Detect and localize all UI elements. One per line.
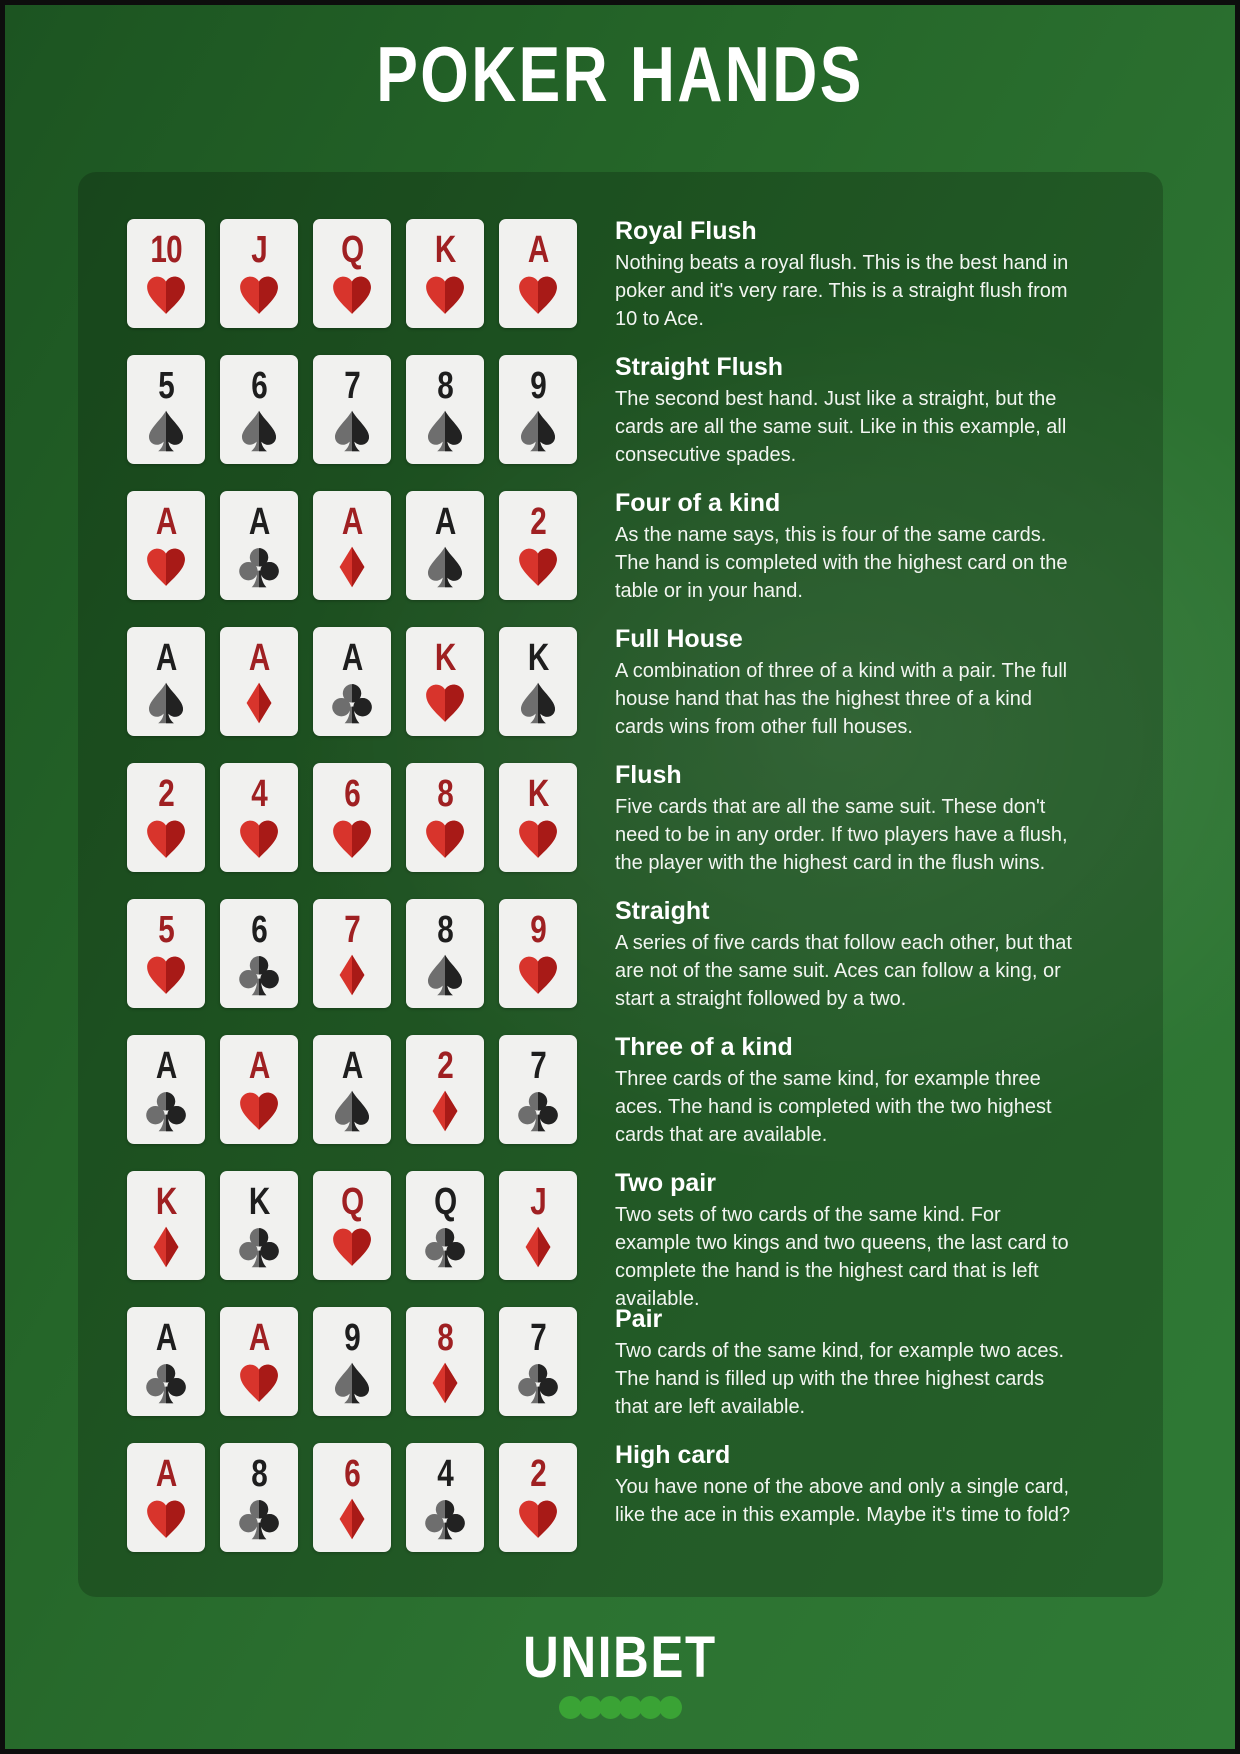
spade-icon bbox=[143, 408, 189, 454]
card-rank: 7 bbox=[344, 909, 360, 951]
hand-row bbox=[127, 1307, 1163, 1416]
spade-icon bbox=[422, 544, 468, 590]
playing-card bbox=[127, 763, 205, 872]
playing-card bbox=[127, 219, 205, 328]
brand-dot bbox=[659, 1696, 682, 1719]
card-hand bbox=[127, 355, 577, 464]
card-rank: K bbox=[248, 1181, 270, 1223]
hand-row bbox=[127, 355, 1163, 464]
card-rank: 8 bbox=[437, 773, 453, 815]
playing-card bbox=[313, 355, 391, 464]
spade-icon bbox=[329, 1360, 375, 1406]
playing-card bbox=[313, 763, 391, 872]
heart-icon bbox=[329, 816, 375, 862]
hand-name: Four of a kind bbox=[615, 489, 781, 517]
club-icon bbox=[422, 1224, 468, 1270]
heart-icon bbox=[422, 816, 468, 862]
playing-card bbox=[127, 491, 205, 600]
card-rank: 5 bbox=[158, 365, 174, 407]
heart-icon bbox=[422, 272, 468, 318]
playing-card bbox=[406, 763, 484, 872]
card-rank: A bbox=[248, 1317, 270, 1359]
hand-name: Full House bbox=[615, 625, 743, 653]
heart-icon bbox=[515, 816, 561, 862]
card-rank: Q bbox=[433, 1181, 457, 1223]
card-hand bbox=[127, 491, 577, 600]
hand-description: Nothing beats a royal flush. This is the best hand in poker and it's very rare. This is a straight flush from 10 to Ace. bbox=[615, 252, 1069, 330]
card-hand bbox=[127, 1307, 577, 1416]
brand-logo-text: UNIBET bbox=[523, 1625, 717, 1690]
card-hand bbox=[127, 1171, 577, 1280]
playing-card bbox=[313, 1035, 391, 1144]
playing-card bbox=[220, 355, 298, 464]
playing-card bbox=[127, 1035, 205, 1144]
playing-card bbox=[499, 1307, 577, 1416]
club-icon bbox=[143, 1088, 189, 1134]
card-rank: 8 bbox=[437, 1317, 453, 1359]
card-rank: 8 bbox=[437, 909, 453, 951]
card-rank: K bbox=[434, 637, 456, 679]
hand-row bbox=[127, 763, 1163, 872]
playing-card bbox=[406, 355, 484, 464]
hand-description: A series of five cards that follow each other, but that are not of the same suit. Aces can follow a king, or start a straight followed by a two. bbox=[615, 932, 1072, 1010]
card-hand bbox=[127, 763, 577, 872]
playing-card bbox=[499, 219, 577, 328]
playing-card bbox=[220, 1035, 298, 1144]
playing-card bbox=[127, 899, 205, 1008]
hand-name: Straight bbox=[615, 897, 710, 925]
card-rank: J bbox=[530, 1181, 546, 1223]
playing-card bbox=[220, 1171, 298, 1280]
spade-icon bbox=[515, 408, 561, 454]
diamond-icon bbox=[515, 1224, 561, 1270]
hand-description: Two sets of two cards of the same kind. For example two kings and two queens, the last card to complete the hand is the highest card that is left available. bbox=[615, 1204, 1069, 1310]
hand-row bbox=[127, 1443, 1163, 1552]
hand-name: Flush bbox=[615, 761, 682, 789]
playing-card bbox=[499, 355, 577, 464]
card-rank: K bbox=[155, 1181, 177, 1223]
card-rank: 8 bbox=[437, 365, 453, 407]
playing-card bbox=[406, 1171, 484, 1280]
hand-row bbox=[127, 627, 1163, 736]
playing-card bbox=[220, 1307, 298, 1416]
hand-text bbox=[615, 763, 1077, 877]
diamond-icon bbox=[329, 1496, 375, 1542]
playing-card bbox=[499, 763, 577, 872]
playing-card bbox=[499, 627, 577, 736]
playing-card bbox=[220, 763, 298, 872]
diamond-icon bbox=[329, 544, 375, 590]
diamond-icon bbox=[236, 680, 282, 726]
hand-name: Royal Flush bbox=[615, 217, 757, 245]
club-icon bbox=[236, 1224, 282, 1270]
heart-icon bbox=[515, 272, 561, 318]
hand-text bbox=[615, 219, 1077, 333]
card-hand bbox=[127, 1035, 577, 1144]
card-rank: 6 bbox=[251, 365, 267, 407]
hand-text bbox=[615, 1171, 1077, 1313]
playing-card bbox=[406, 1443, 484, 1552]
card-hand bbox=[127, 1443, 577, 1552]
playing-card bbox=[220, 1443, 298, 1552]
card-rank: 4 bbox=[437, 1453, 453, 1495]
playing-card bbox=[406, 627, 484, 736]
brand-footer bbox=[5, 1625, 1235, 1719]
card-rank: K bbox=[527, 637, 549, 679]
playing-card bbox=[406, 219, 484, 328]
playing-card bbox=[406, 899, 484, 1008]
hands-panel bbox=[78, 172, 1163, 1597]
card-rank: K bbox=[434, 229, 456, 271]
heart-icon bbox=[236, 1360, 282, 1406]
card-rank: 7 bbox=[530, 1317, 546, 1359]
club-icon bbox=[422, 1496, 468, 1542]
card-rank: A bbox=[248, 1045, 270, 1087]
heart-icon bbox=[515, 544, 561, 590]
spade-icon bbox=[422, 408, 468, 454]
diamond-icon bbox=[143, 1224, 189, 1270]
card-rank: A bbox=[248, 637, 270, 679]
hand-description: As the name says, this is four of the same cards. The hand is completed with the highest card on the table or in your hand. bbox=[615, 524, 1068, 602]
spade-icon bbox=[515, 680, 561, 726]
playing-card bbox=[499, 1035, 577, 1144]
card-rank: 9 bbox=[530, 365, 546, 407]
hand-name: High card bbox=[615, 1441, 731, 1469]
hand-description: You have none of the above and only a single card, like the ace in this example. Maybe it's time to fold? bbox=[615, 1476, 1071, 1526]
hand-row bbox=[127, 1035, 1163, 1144]
brand-dots bbox=[5, 1696, 1235, 1719]
heart-icon bbox=[236, 272, 282, 318]
playing-card bbox=[220, 627, 298, 736]
spade-icon bbox=[422, 952, 468, 998]
heart-icon bbox=[236, 816, 282, 862]
hand-text bbox=[615, 1035, 1077, 1149]
card-rank: A bbox=[155, 501, 177, 543]
playing-card bbox=[499, 491, 577, 600]
playing-card bbox=[406, 491, 484, 600]
card-rank: A bbox=[527, 229, 549, 271]
hand-description: A combination of three of a kind with a pair. The full house hand that has the highest three of a kind cards wins from other full houses. bbox=[615, 660, 1068, 738]
club-icon bbox=[236, 952, 282, 998]
hand-text bbox=[615, 491, 1077, 605]
diamond-icon bbox=[329, 952, 375, 998]
playing-card bbox=[220, 899, 298, 1008]
hand-text bbox=[615, 1443, 1077, 1529]
hand-row bbox=[127, 899, 1163, 1008]
card-rank: K bbox=[527, 773, 549, 815]
hand-description: The second best hand. Just like a straight, but the cards are all the same suit. Like in this example, all consecutive spades. bbox=[615, 388, 1067, 466]
heart-icon bbox=[143, 544, 189, 590]
card-hand bbox=[127, 899, 577, 1008]
heart-icon bbox=[329, 1224, 375, 1270]
card-hand bbox=[127, 627, 577, 736]
club-icon bbox=[236, 1496, 282, 1542]
heart-icon bbox=[329, 272, 375, 318]
card-rank: 5 bbox=[158, 909, 174, 951]
card-rank: 7 bbox=[530, 1045, 546, 1087]
card-rank: Q bbox=[340, 229, 364, 271]
club-icon bbox=[515, 1360, 561, 1406]
card-rank: A bbox=[155, 1317, 177, 1359]
hand-description: Five cards that are all the same suit. These don't need to be in any order. If two players have a flush, the player with the highest card in the flush wins. bbox=[615, 796, 1068, 874]
diamond-icon bbox=[422, 1088, 468, 1134]
card-rank: 10 bbox=[150, 229, 182, 271]
playing-card bbox=[220, 491, 298, 600]
playing-card bbox=[406, 1307, 484, 1416]
playing-card bbox=[499, 899, 577, 1008]
card-hand bbox=[127, 219, 577, 328]
playing-card bbox=[127, 627, 205, 736]
playing-card bbox=[313, 627, 391, 736]
playing-card bbox=[313, 1443, 391, 1552]
card-rank: A bbox=[341, 1045, 363, 1087]
heart-icon bbox=[143, 272, 189, 318]
playing-card bbox=[313, 1171, 391, 1280]
club-icon bbox=[236, 544, 282, 590]
hand-name: Three of a kind bbox=[615, 1033, 793, 1061]
club-icon bbox=[515, 1088, 561, 1134]
card-rank: 6 bbox=[344, 1453, 360, 1495]
card-rank: 2 bbox=[158, 773, 174, 815]
playing-card bbox=[499, 1443, 577, 1552]
club-icon bbox=[329, 680, 375, 726]
diamond-icon bbox=[422, 1360, 468, 1406]
card-rank: 2 bbox=[530, 501, 546, 543]
spade-icon bbox=[236, 408, 282, 454]
card-rank: A bbox=[155, 1045, 177, 1087]
heart-icon bbox=[236, 1088, 282, 1134]
card-rank: A bbox=[434, 501, 456, 543]
card-rank: 9 bbox=[344, 1317, 360, 1359]
hand-description: Two cards of the same kind, for example two aces. The hand is filled up with the three highest cards that are left available. bbox=[615, 1340, 1065, 1418]
hand-name: Straight Flush bbox=[615, 353, 784, 381]
heart-icon bbox=[515, 952, 561, 998]
heart-icon bbox=[143, 1496, 189, 1542]
page-title: POKER HANDS bbox=[376, 30, 864, 118]
card-rank: 7 bbox=[344, 365, 360, 407]
heart-icon bbox=[422, 680, 468, 726]
hand-text bbox=[615, 627, 1077, 741]
hand-text bbox=[615, 899, 1077, 1013]
playing-card bbox=[406, 1035, 484, 1144]
hand-text bbox=[615, 1307, 1077, 1421]
card-rank: A bbox=[248, 501, 270, 543]
card-rank: 2 bbox=[530, 1453, 546, 1495]
playing-card bbox=[313, 1307, 391, 1416]
card-rank: J bbox=[251, 229, 267, 271]
playing-card bbox=[499, 1171, 577, 1280]
heart-icon bbox=[515, 1496, 561, 1542]
card-rank: Q bbox=[340, 1181, 364, 1223]
heart-icon bbox=[143, 952, 189, 998]
card-rank: 9 bbox=[530, 909, 546, 951]
playing-card bbox=[313, 899, 391, 1008]
playing-card bbox=[220, 219, 298, 328]
spade-icon bbox=[329, 408, 375, 454]
hand-name: Two pair bbox=[615, 1169, 716, 1197]
card-rank: A bbox=[341, 637, 363, 679]
card-rank: 6 bbox=[344, 773, 360, 815]
hand-row bbox=[127, 219, 1163, 328]
hand-name: Pair bbox=[615, 1305, 663, 1333]
card-rank: 8 bbox=[251, 1453, 267, 1495]
card-rank: 6 bbox=[251, 909, 267, 951]
spade-icon bbox=[143, 680, 189, 726]
club-icon bbox=[143, 1360, 189, 1406]
spade-icon bbox=[329, 1088, 375, 1134]
card-rank: A bbox=[155, 637, 177, 679]
playing-card bbox=[313, 219, 391, 328]
hand-row bbox=[127, 491, 1163, 600]
playing-card bbox=[127, 1171, 205, 1280]
playing-card bbox=[127, 355, 205, 464]
hand-text bbox=[615, 355, 1077, 469]
hand-row bbox=[127, 1169, 1163, 1310]
playing-card bbox=[127, 1443, 205, 1552]
hand-description: Three cards of the same kind, for example three aces. The hand is completed with the two highest cards that are available. bbox=[615, 1068, 1052, 1146]
heart-icon bbox=[143, 816, 189, 862]
card-rank: 2 bbox=[437, 1045, 453, 1087]
card-rank: A bbox=[155, 1453, 177, 1495]
playing-card bbox=[127, 1307, 205, 1416]
card-rank: A bbox=[341, 501, 363, 543]
card-rank: 4 bbox=[251, 773, 267, 815]
playing-card bbox=[313, 491, 391, 600]
